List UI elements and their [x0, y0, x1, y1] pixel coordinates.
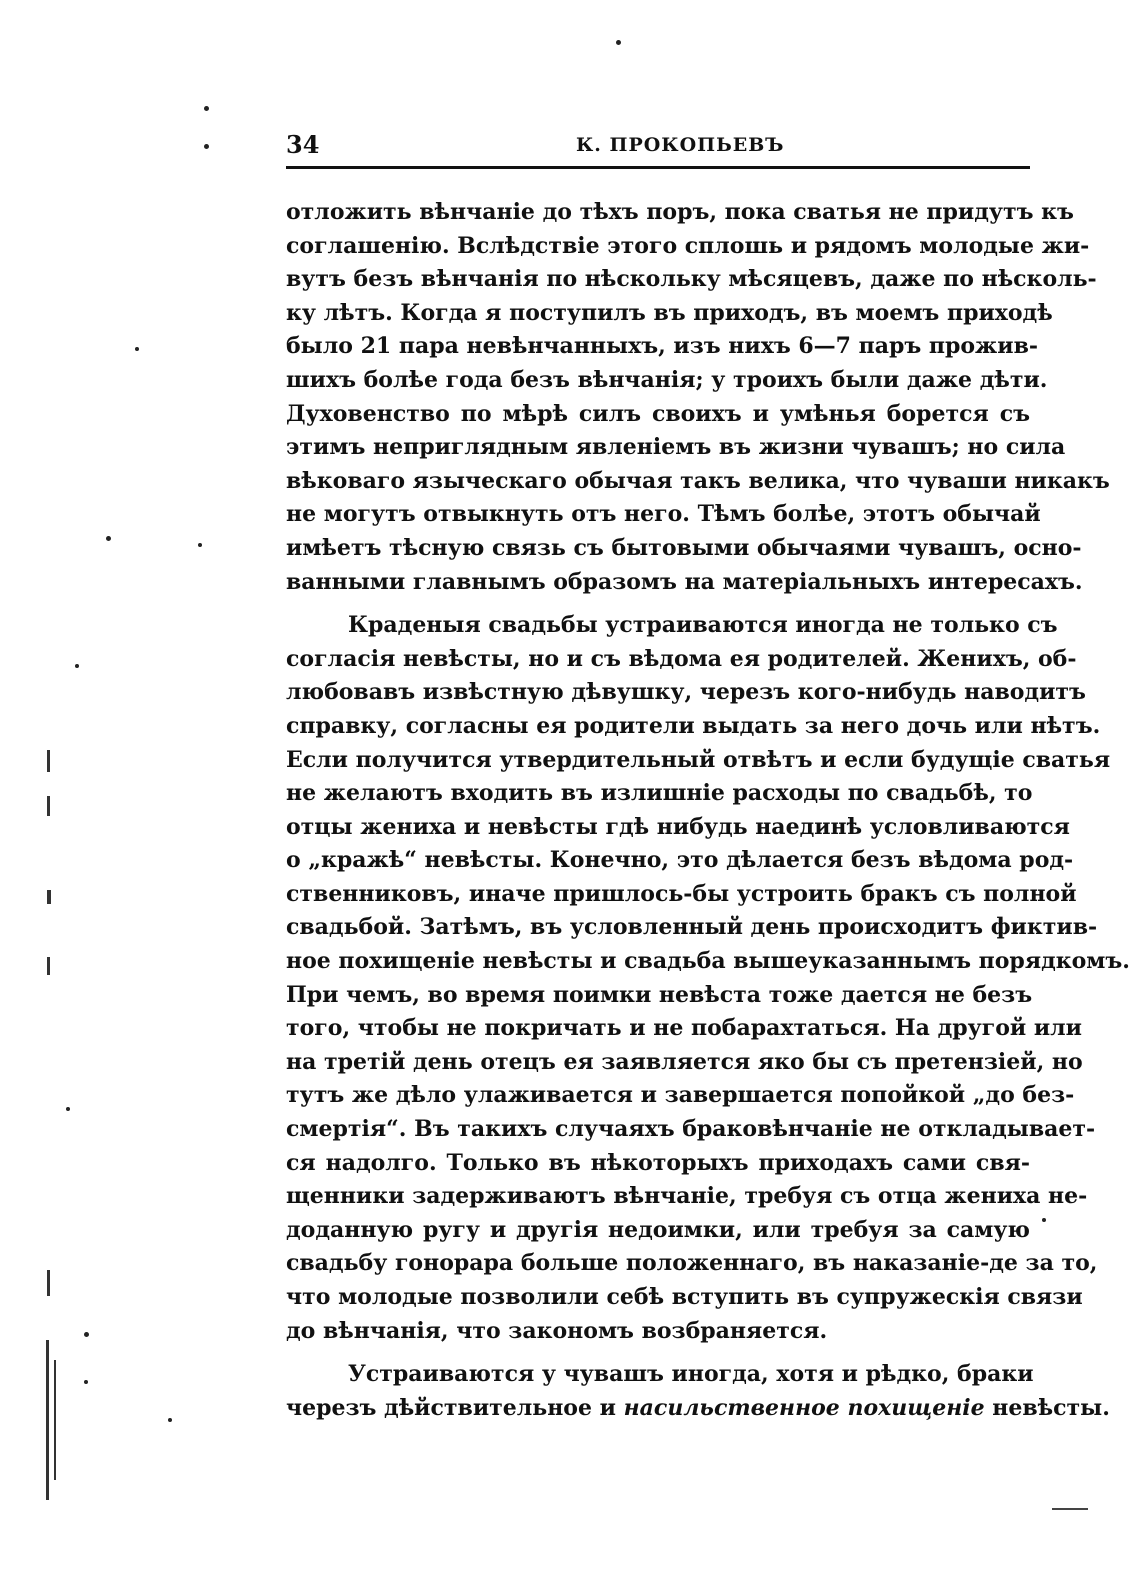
page-header	[286, 128, 1030, 172]
text-run: невѣсты.	[992, 1394, 1110, 1421]
scan-speck	[135, 347, 139, 351]
scan-margin-mark	[54, 1360, 56, 1480]
scan-speck	[198, 543, 202, 547]
paragraph-3	[286, 1358, 1110, 1425]
text-line: ся надолго. Только въ нѣкоторыхъ приходахъ сами свя-	[286, 1149, 1030, 1176]
text-line: ку лѣтъ. Когда я поступилъ въ приходъ, въ моемъ приходѣ	[286, 299, 1053, 326]
text-line: Если получится утвердительный отвѣтъ и если будущіе сватья	[286, 746, 1111, 773]
text-line: доданную ругу и другія недоимки, или требуя за самую	[286, 1216, 1030, 1243]
scan-margin-mark	[47, 957, 50, 975]
text-line: свадьбой. Затѣмъ, въ условленный день происходитъ фиктив-	[286, 914, 1098, 941]
italic-emphasis: насильственное похищеніе	[623, 1394, 985, 1421]
scan-speck	[204, 144, 209, 149]
running-head: К. ПРОКОПЬЕВЪ	[576, 134, 785, 156]
scan-margin-mark	[47, 796, 50, 816]
text-line: этимъ неприглядным явленіемъ въ жизни чувашъ; но сила	[286, 434, 1066, 461]
scan-bottom-rule	[1052, 1508, 1088, 1510]
text-line: соглашенію. Вслѣдствіе этого сплошь и рядомъ молодые жи-	[286, 232, 1090, 259]
scan-speck	[168, 1418, 172, 1422]
text-line: отложить вѣнчаніе до тѣхъ поръ, пока сватья не придутъ къ	[286, 199, 1074, 225]
text-line: Духовенство по мѣрѣ силъ своихъ и умѣнья борется съ	[286, 400, 1030, 427]
text-line: что молодые позволили себѣ вступить въ супружескія связи	[286, 1284, 1083, 1310]
text-line: Устраиваются у чувашъ иногда, хотя и рѣдко, браки	[348, 1361, 1034, 1388]
text-line: до вѣнчанія, что закономъ возбраняется.	[286, 1317, 828, 1344]
text-line: не могутъ отвыкнуть отъ него. Тѣмъ болѣе, этотъ обычай	[286, 501, 1041, 528]
text-line: о „кражѣ“ невѣсты. Конечно, это дѣлается безъ вѣдома род-	[286, 847, 1074, 874]
text-line: вѣковаго языческаго обычая такъ велика, что чуваши никакъ	[286, 467, 1110, 494]
text-line: на третій день отецъ ея заявляется яко бы съ претензіей, но	[286, 1048, 1083, 1075]
scan-speck	[84, 1332, 89, 1337]
scan-speck	[75, 664, 79, 668]
text-line: не желаютъ входить въ излишніе расходы по свадьбѣ, то	[286, 780, 1033, 807]
scan-margin-mark	[46, 1340, 49, 1500]
text-line: свадьбу гонорара больше положеннаго, въ наказаніе-де за то,	[286, 1250, 1098, 1277]
page-number: 34	[286, 130, 320, 159]
scan-speck	[1042, 1218, 1046, 1222]
text-line: любовавъ извѣстную дѣвушку, черезъ кого-нибудь наводитъ	[286, 679, 1086, 706]
scan-speck	[106, 536, 111, 541]
header-rule	[286, 166, 1030, 169]
scan-speck	[66, 1107, 70, 1111]
text-line: ственниковъ, иначе пришлось-бы устроить бракъ съ полной	[286, 880, 1077, 907]
text-line: отцы жениха и невѣсты гдѣ нибудь наединѣ условливаются	[286, 813, 1070, 840]
scan-speck	[616, 40, 621, 45]
text-run: черезъ дѣйствительное и	[286, 1394, 616, 1421]
text-line: того, чтобы не покричать и не побарахтаться. На другой или	[286, 1015, 1082, 1042]
body-text	[286, 196, 1130, 1425]
scan-margin-mark	[47, 890, 51, 904]
text-line: справку, согласны ея родители выдать за него дочь или нѣтъ.	[286, 712, 1101, 739]
text-line: При чемъ, во время поимки невѣста тоже дается не безъ	[286, 981, 1033, 1008]
scan-speck	[84, 1380, 88, 1384]
text-line: вутъ безъ вѣнчанія по нѣскольку мѣсяцевъ, даже по нѣсколь-	[286, 266, 1097, 293]
text-line: шихъ болѣе года безъ вѣнчанія; у троихъ были даже дѣти.	[286, 366, 1048, 393]
text-line: было 21 пара невѣнчанныхъ, изъ нихъ 6—7 паръ прожив-	[286, 333, 1039, 360]
text-line: Краденыя свадьбы устраиваются иногда не только съ	[348, 612, 1058, 639]
text-line: имѣетъ тѣсную связь съ бытовыми обычаями чувашъ, осно-	[286, 534, 1082, 561]
text-line: тутъ же дѣло улаживается и завершается попойкой „до без-	[286, 1082, 1075, 1109]
scan-margin-mark	[47, 750, 50, 772]
text-line: согласія невѣсты, но и съ вѣдома ея родителей. Женихъ, об-	[286, 645, 1077, 672]
paragraph-2	[286, 609, 1130, 1348]
text-line: ное похищеніе невѣсты и свадьба вышеуказаннымъ порядкомъ.	[286, 948, 1130, 975]
paragraph-1	[286, 196, 1110, 599]
text-line: щенники задерживаютъ вѣнчаніе, требуя съ отца жениха не-	[286, 1183, 1088, 1210]
text-line: ванными главнымъ образомъ на матеріальныхъ интересахъ.	[286, 568, 1083, 595]
scan-speck	[204, 106, 209, 111]
scan-margin-mark	[47, 1270, 50, 1296]
text-line: смертія“. Въ такихъ случаяхъ браковѣнчаніе не откладывает-	[286, 1116, 1096, 1143]
text-line-final	[286, 1392, 1110, 1426]
